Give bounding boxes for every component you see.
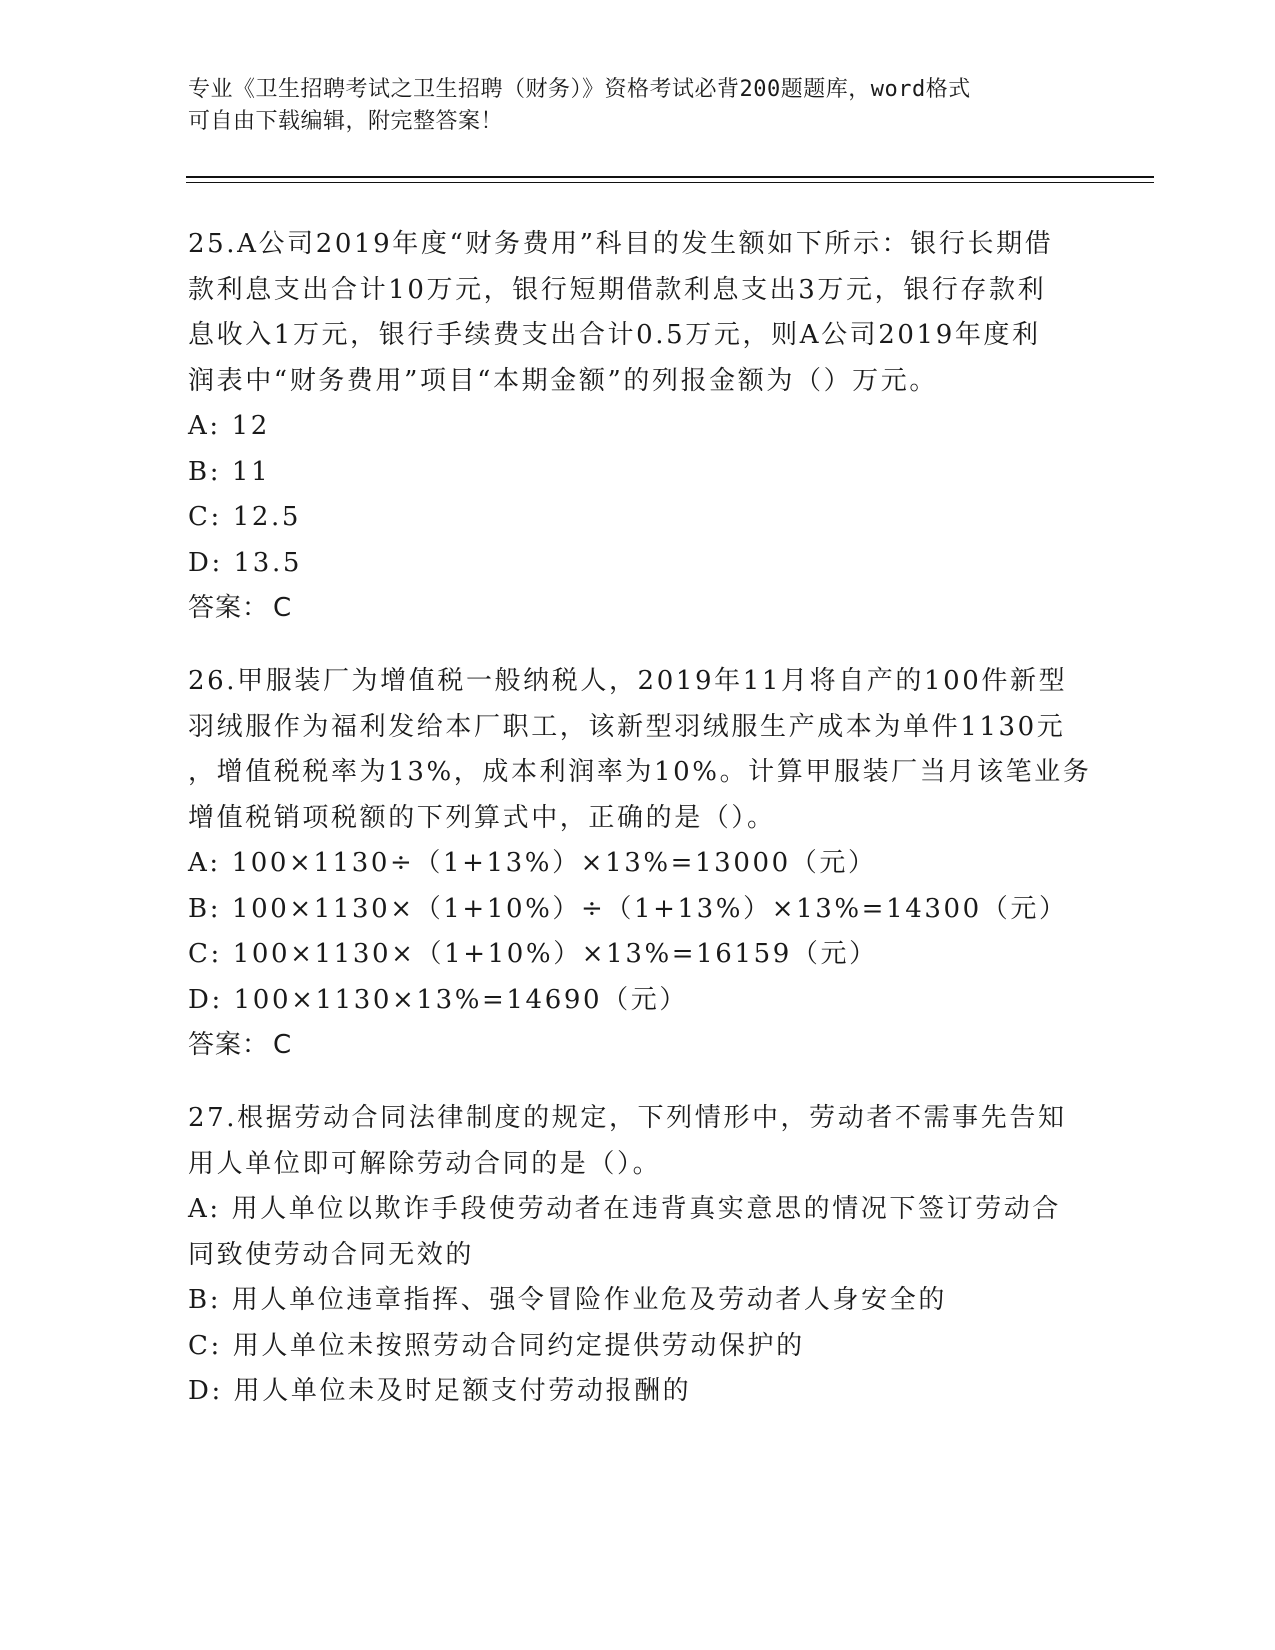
- header-line-1: 专业《卫生招聘考试之卫生招聘（财务）》资格考试必背200题题库，word格式: [188, 77, 971, 102]
- answer-value: C: [273, 593, 293, 623]
- document-header: [188, 74, 1088, 138]
- question-stem-line: 款利息支出合计10万元，银行短期借款利息支出3万元，银行存款利: [188, 274, 1047, 305]
- question-stem-line: 羽绒服作为福利发给本厂职工，该新型羽绒服生产成本为单件1130元: [188, 711, 1066, 742]
- question-stem-line: 25.A公司2019年度“财务费用”科目的发生额如下所示：银行长期借: [188, 229, 1054, 259]
- option-c: C: 100×1130×（1+10%）×13%=16159（元）: [188, 939, 878, 969]
- question-26: [188, 659, 1092, 1069]
- option-a: A: 用人单位以欺诈手段使劳动者在违背真实意思的情况下签订劳动合: [188, 1194, 1062, 1224]
- option-d: D: 用人单位未及时足额支付劳动报酬的: [188, 1376, 692, 1406]
- option-c: C: 用人单位未按照劳动合同约定提供劳动保护的: [188, 1330, 805, 1361]
- answer-value: C: [273, 1030, 293, 1060]
- answer-label: 答案：: [188, 1030, 270, 1060]
- option-a: A: 12: [188, 411, 270, 441]
- question-stem-line: ，增值税税率为13%，成本利润率为10%。计算甲服装厂当月该笔业务: [188, 757, 1092, 787]
- header-divider-thin: [186, 182, 1154, 183]
- question-27: [188, 1096, 1088, 1415]
- question-stem-line: 27.根据劳动合同法律制度的规定，下列情形中，劳动者不需事先告知: [188, 1103, 1067, 1133]
- question-stem-line: 增值税销项税额的下列算式中，正确的是（）。: [188, 802, 776, 833]
- question-stem-line: 息收入1万元，银行手续费支出合计0.5万元，则A公司2019年度利: [188, 320, 1041, 350]
- option-d: D: 100×1130×13%=14690（元）: [188, 984, 688, 1015]
- question-stem-line: 用人单位即可解除劳动合同的是（）。: [188, 1148, 662, 1179]
- header-divider-thick: [186, 176, 1154, 178]
- header-line-2: 可自由下载编辑，附完整答案！: [188, 109, 504, 134]
- option-a: A: 100×1130÷（1+13%）×13%=13000（元）: [188, 848, 877, 878]
- question-25: [188, 222, 1088, 632]
- option-c: C: 12.5: [188, 502, 302, 532]
- answer: [188, 1023, 1088, 1069]
- question-stem-line: 26.甲服装厂为增值税一般纳税人，2019年11月将自产的100件新型: [188, 666, 1068, 696]
- answer-label: 答案：: [188, 593, 270, 623]
- question-stem-line: 润表中“财务费用”项目“本期金额”的列报金额为（）万元。: [188, 365, 938, 396]
- option-d: D: 13.5: [188, 547, 302, 578]
- option-a-continued: 同致使劳动合同无效的: [188, 1239, 475, 1270]
- option-b: B: 100×1130×（1+10%）÷（1+13%）×13%=14300（元）: [188, 893, 1068, 924]
- answer: [188, 586, 1088, 632]
- option-b: B: 11: [188, 456, 271, 487]
- option-b: B: 用人单位违章指挥、强令冒险作业危及劳动者人身安全的: [188, 1285, 947, 1315]
